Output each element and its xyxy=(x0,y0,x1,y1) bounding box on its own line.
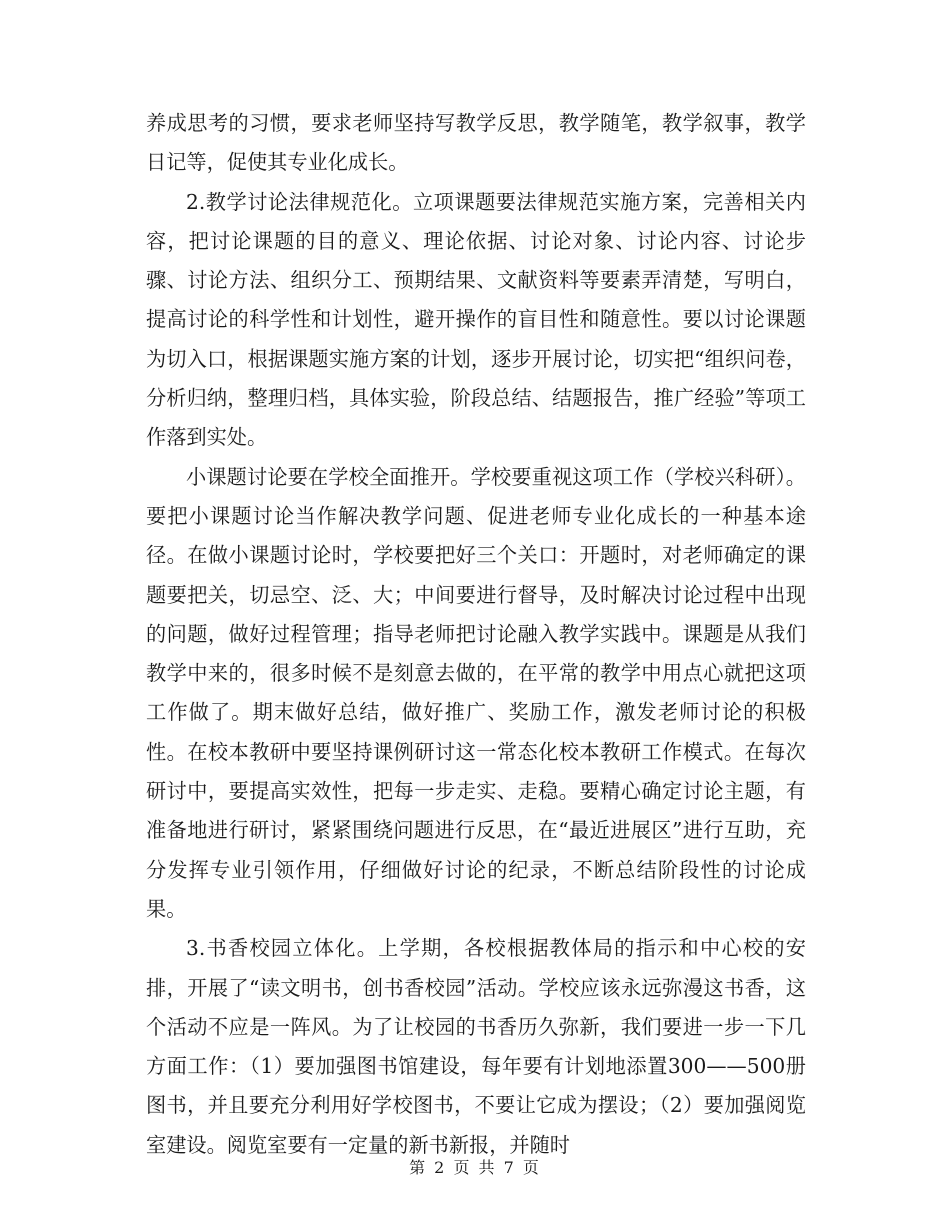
paragraph-2: 2.教学讨论法律规范化。立项课题要法律规范实施方案，完善相关内容，把讨论课题的目的意义、理论依据、讨论对象、讨论内容、讨论步骤、讨论方法、组织分工、预期结果、文献资料等要素弄清楚，写明白，提高讨论的科学性和计划性，避开操作的盲目性和随意性。要以讨论课题为切入口，根据课题实施方案的计划，逐步开展讨论，切实把“组织问卷，分析归纳，整理归档，具体实验，阶段总结、结题报告，推广经验”等项工作落到实处。 xyxy=(146,189,806,450)
paragraph-4: 3.书香校园立体化。上学期，各校根据教体局的指示和中心校的安排，开展了“读文明书，创书香校园”活动。学校应该永远弥漫这书香，这个活动不应是一阵风。为了让校园的书香历久弥新，我们要进一步一下几方面工作：（1）要加强图书馆建设，每年要有计划地添置300——500册图书，并且要充分利用好学校图书，不要让它成为摆设；（2）要加强阅览室建设。阅览室要有一定量的新书新报，并随时 xyxy=(146,936,806,1157)
document-body xyxy=(146,104,806,1165)
page-footer: 第 2 页 共 7 页 xyxy=(409,1158,541,1177)
paragraph-1: 养成思考的习惯，要求老师坚持写教学反思，教学随笔，教学叙事，教学日记等，促使其专业化成长。 xyxy=(146,111,806,175)
paragraph-3: 小课题讨论要在学校全面推开。学校要重视这项工作（学校兴科研）。要把小课题讨论当作解决教学问题、促进老师专业化成长的一种基本途径。在做小课题讨论时，学校要把好三个关口：开题时，对老师确定的课题要把关，切忌空、泛、大；中间要进行督导，及时解决讨论过程中出现的问题，做好过程管理；指导老师把讨论融入教学实践中。课题是从我们教学中来的，很多时候不是刻意去做的，在平常的教学中用点心就把这项工作做了。期末做好总结，做好推广、奖励工作，激发老师讨论的积极性。在校本教研中要坚持课例研讨这一常态化校本教研工作模式。在每次研讨中，要提高实效性，把每一步走实、走稳。要精心确定讨论主题，有准备地进行研讨，紧紧围绕问题进行反思，在“最近进展区”进行互助，充分发挥专业引领作用，仔细做好讨论的纪录，不断总结阶段性的讨论成果。 xyxy=(146,464,806,921)
